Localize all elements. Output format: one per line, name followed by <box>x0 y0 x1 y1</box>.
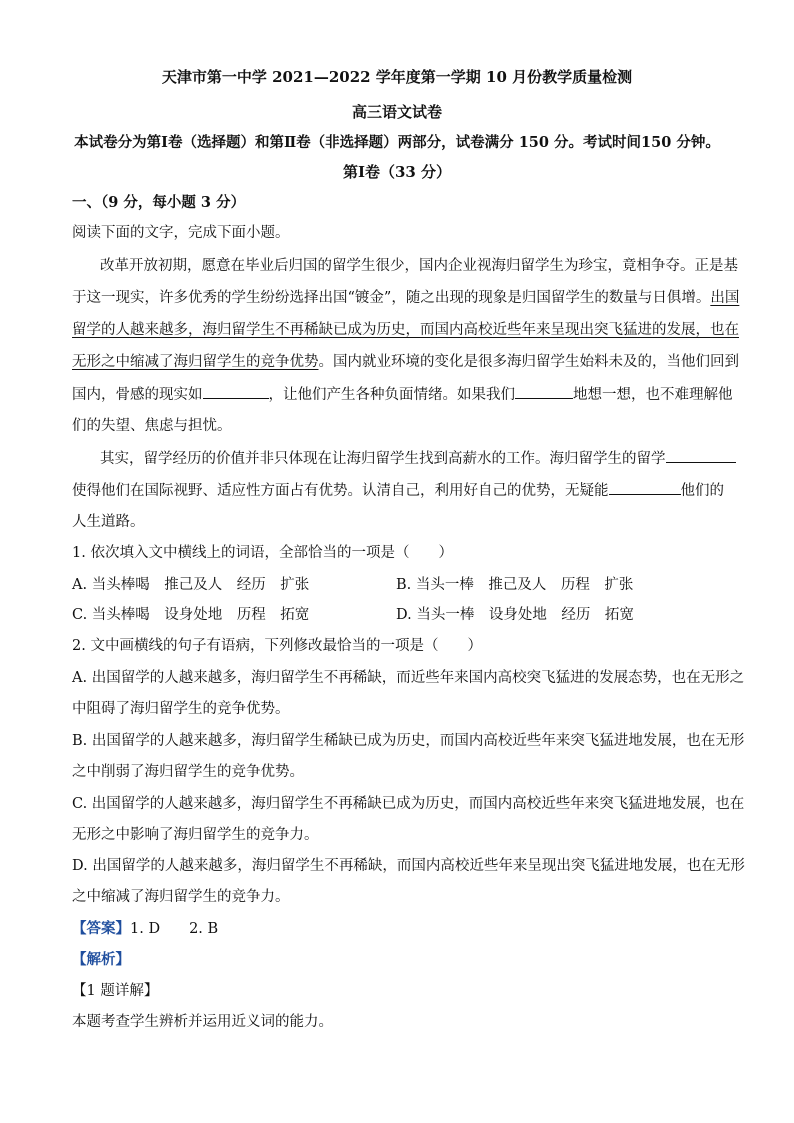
option-d: D. 当头一棒 设身处地 经历 拓宽 <box>396 607 634 623</box>
passage-text: 地想一想，也不难理解他 <box>573 387 733 403</box>
passage-line: 人生道路。 <box>72 514 145 530</box>
option-a-line1: A. 出国留学的人越来越多，海归留学生不再稀缺，而近些年来国内高校突飞猛进的发展态势，也在无形之 <box>72 670 745 686</box>
passage-line <box>72 480 722 501</box>
option-a: A. 当头棒喝 推己及人 经历 扩张 <box>72 577 310 593</box>
passage-text: 于这一现实，许多优秀的学生纷纷选择出国“镀金”，随之出现的现象是归国留学生的数量与日俱增。 <box>72 290 711 306</box>
passage-text: 他们的 <box>680 483 724 499</box>
option-a-line2: 中阻碍了海归留学生的竞争优势。 <box>72 701 290 717</box>
fill-blank <box>666 448 736 463</box>
option-d-line1: D. 出国留学的人越来越多，海归留学生不再稀缺，而国内高校近些年来呈现出突飞猛进地发展，也在无形 <box>72 858 745 874</box>
option-c-line2: 无形之中影响了海归留学生的竞争力。 <box>72 827 319 843</box>
passage-text: 其实，留学经历的价值并非只体现在让海归留学生找到高薪水的工作。海归留学生的留学 <box>100 451 666 467</box>
passage-text: 使得他们在国际视野、适应性方面占有优势。认清自己，利用好自己的优势，无疑能 <box>72 483 609 499</box>
underlined-sentence: 留学的人越来越多，海归留学生不再稀缺已成为历史，而国内高校近些年来呈现出突飞猛进的发展，也在 <box>72 322 739 338</box>
answer-line <box>72 919 722 939</box>
passage-text: 。国内就业环境的变化是很多海归留学生始料未及的，当他们回到 <box>318 354 739 370</box>
detail-text: 本题考查学生辨析并运用近义词的能力。 <box>72 1014 333 1030</box>
question-stem: 2. 文中画横线的句子有语病，下列修改最恰当的一项是（ ） <box>72 638 482 654</box>
fill-blank <box>515 384 573 399</box>
analysis-label: 【解析】 <box>72 951 130 968</box>
option-b: B. 当头一棒 推己及人 历程 扩张 <box>396 577 634 593</box>
option-b-line1: B. 出国留学的人越来越多，海归留学生稀缺已成为历史，而国内高校近些年来突飞猛进地发展，也在无形 <box>72 733 745 749</box>
instruction: 阅读下面的文字，完成下面小题。 <box>72 225 290 241</box>
passage-line <box>100 448 722 469</box>
exam-title: 天津市第一中学 2021—2022 学年度第一学期 10 月份教学质量检测 <box>161 68 633 86</box>
question-stem: 1. 依次填入文中横线上的词语，全部恰当的一项是（ ） <box>72 545 453 561</box>
option-b-line2: 之中削弱了海归留学生的竞争优势。 <box>72 764 304 780</box>
option-c-line1: C. 出国留学的人越来越多，海归留学生不再稀缺已成为历史，而国内高校近些年来突飞猛进地发展，也在 <box>72 796 745 812</box>
answer-text: 1. D 2. B <box>130 921 219 937</box>
exam-subtitle: 高三语文试卷 <box>351 103 442 121</box>
underlined-sentence: 无形之中缩减了海归留学生的竞争优势 <box>72 354 319 370</box>
detail-label: 【1 题详解】 <box>72 983 159 999</box>
passage-line: 们的失望、焦虑与担忧。 <box>72 418 232 434</box>
underlined-sentence: 出国 <box>710 290 740 306</box>
passage-line: 改革开放初期，愿意在毕业后归国的留学生很少，国内企业视海归留学生为珍宝，竟相争夺。正是基 <box>100 258 738 274</box>
option-c: C. 当头棒喝 设身处地 历程 拓宽 <box>72 607 310 623</box>
passage-text: 国内，骨感的现实如 <box>72 387 203 403</box>
answer-label: 【答案】 <box>72 920 130 937</box>
fill-blank <box>203 384 269 399</box>
section-title: 第Ⅰ卷（33 分） <box>342 163 452 181</box>
passage-line <box>72 384 733 405</box>
passage-line <box>72 288 740 308</box>
passage-text: ，让他们产生各种负面情绪。如果我们 <box>268 387 515 403</box>
exam-note: 本试卷分为第Ⅰ卷（选择题）和第Ⅱ卷（非选择题）两部分，试卷满分 150 分。考试时间150 分钟。 <box>74 134 720 151</box>
part-heading: 一、（9 分，每小题 3 分） <box>72 194 246 211</box>
passage-line <box>72 352 739 372</box>
fill-blank <box>609 480 681 495</box>
option-d-line2: 之中缩减了海归留学生的竞争力。 <box>72 889 290 905</box>
